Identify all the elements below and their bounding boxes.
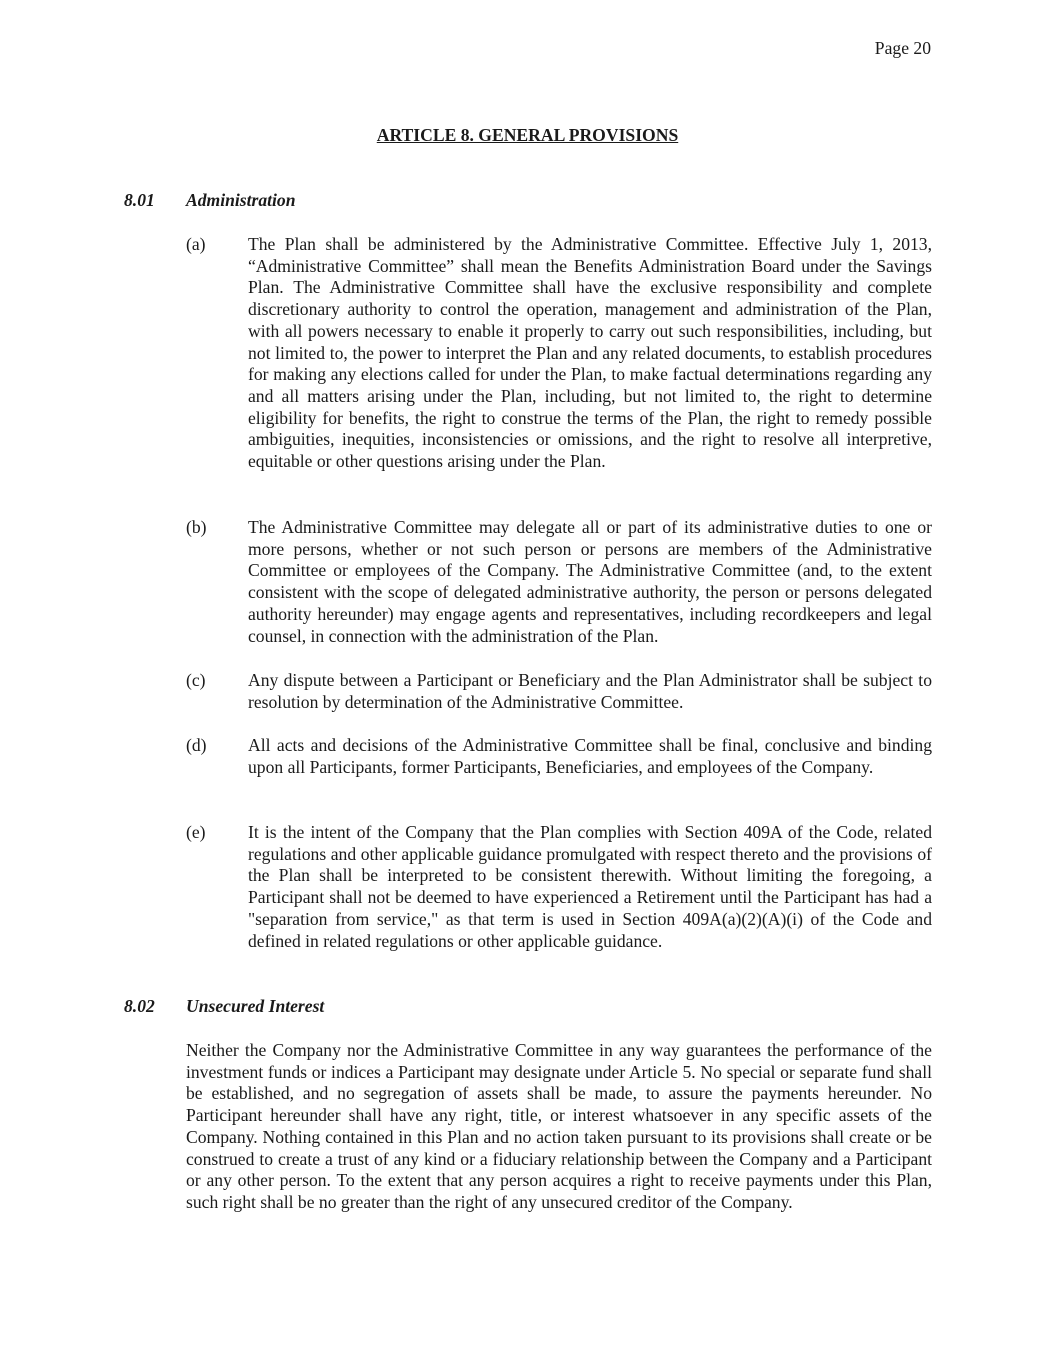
item-label: (a): [186, 234, 206, 254]
page-number: Page 20: [874, 38, 931, 58]
section-title: Administration: [186, 190, 296, 210]
item-label: (c): [186, 670, 206, 690]
list-item-d: [186, 735, 932, 778]
section-title: Unsecured Interest: [186, 996, 325, 1016]
list-item-a: [186, 234, 932, 473]
item-text: The Administrative Committee may delegate all or part of its administrative duties to one or more persons, whether or not such person or persons are members of the Administrative Committee or employees of the Company. The Administrative Committee (and, to the extent consistent with the scope of delegated administrative authority, the person or persons delegated authority hereunder) may engage agents and representatives, including recordkeepers and legal counsel, in connection with the administration of the Plan.: [248, 517, 932, 646]
section-number: 8.02: [124, 996, 155, 1016]
article-title: ARTICLE 8. GENERAL PROVISIONS: [376, 125, 679, 145]
item-text: All acts and decisions of the Administrative Committee shall be final, conclusive and binding upon all Participants, former Participants, Beneficiaries, and employees of the Company.: [248, 735, 932, 777]
list-item-b: [186, 517, 932, 647]
item-label: (d): [186, 735, 207, 755]
item-text: The Plan shall be administered by the Administrative Committee. Effective July 1, 2013, “Administrative Committee” shall mean the Benefits Administration Board under the Savings Plan. The Administrative Committee shall have the exclusive responsibility and complete discretionary authority to control the operation, management and administration of the Plan, with all powers necessary to enable it properly to carry out such responsibilities, including, but not limited to, the power to interpret the Plan and any related documents, to establish procedures for making any elections called for under the Plan, to make factual determinations regarding any and all matters arising under the Plan, including, but not limited to, the right to determine eligibility for benefits, the right to construe the terms of the Plan, the right to remedy possible ambiguities, inequities, inconsistencies or omissions, and the right to resolve all interpretive, equitable or other questions arising under the Plan.: [248, 234, 932, 472]
section-heading-8-02: [124, 996, 324, 1018]
section-paragraph: Neither the Company nor the Administrative Committee in any way guarantees the performance of the investment funds or indices a Participant may designate under Article 5. No special or separate fund shall be established, and no segregation of assets shall be made, to assure the payments hereunder. No Participant hereunder shall have any right, title, or interest whatsoever in any specific assets of the Company. Nothing contained in this Plan and no action taken pursuant to its provisions shall create or be construed to create a trust of any kind or a fiduciary relationship between the Company and a Participant or any other person. To the extent that any person acquires a right to receive payments under this Plan, such right shall be no greater than the right of any unsecured creditor of the Company.: [186, 1040, 932, 1212]
item-text: It is the intent of the Company that the Plan complies with Section 409A of the Code, related regulations and other applicable guidance promulgated with respect thereto and the provisions of the Plan shall be interpreted to be consistent therewith. Without limiting the foregoing, a Participant shall not be deemed to have experienced a Retirement until the Participant has had a "separation from service," as that term is used in Section 409A(a)(2)(A)(i) of the Code and defined in related regulations or other applicable guidance.: [248, 822, 932, 951]
section-heading-8-01: [124, 190, 296, 212]
item-label: (b): [186, 517, 207, 537]
list-item-e: [186, 822, 932, 952]
item-label: (e): [186, 822, 206, 842]
item-text: Any dispute between a Participant or Beneficiary and the Plan Administrator shall be subject to resolution by determination of the Administrative Committee.: [248, 670, 932, 712]
section-number: 8.01: [124, 190, 155, 210]
list-item-c: [186, 670, 932, 713]
